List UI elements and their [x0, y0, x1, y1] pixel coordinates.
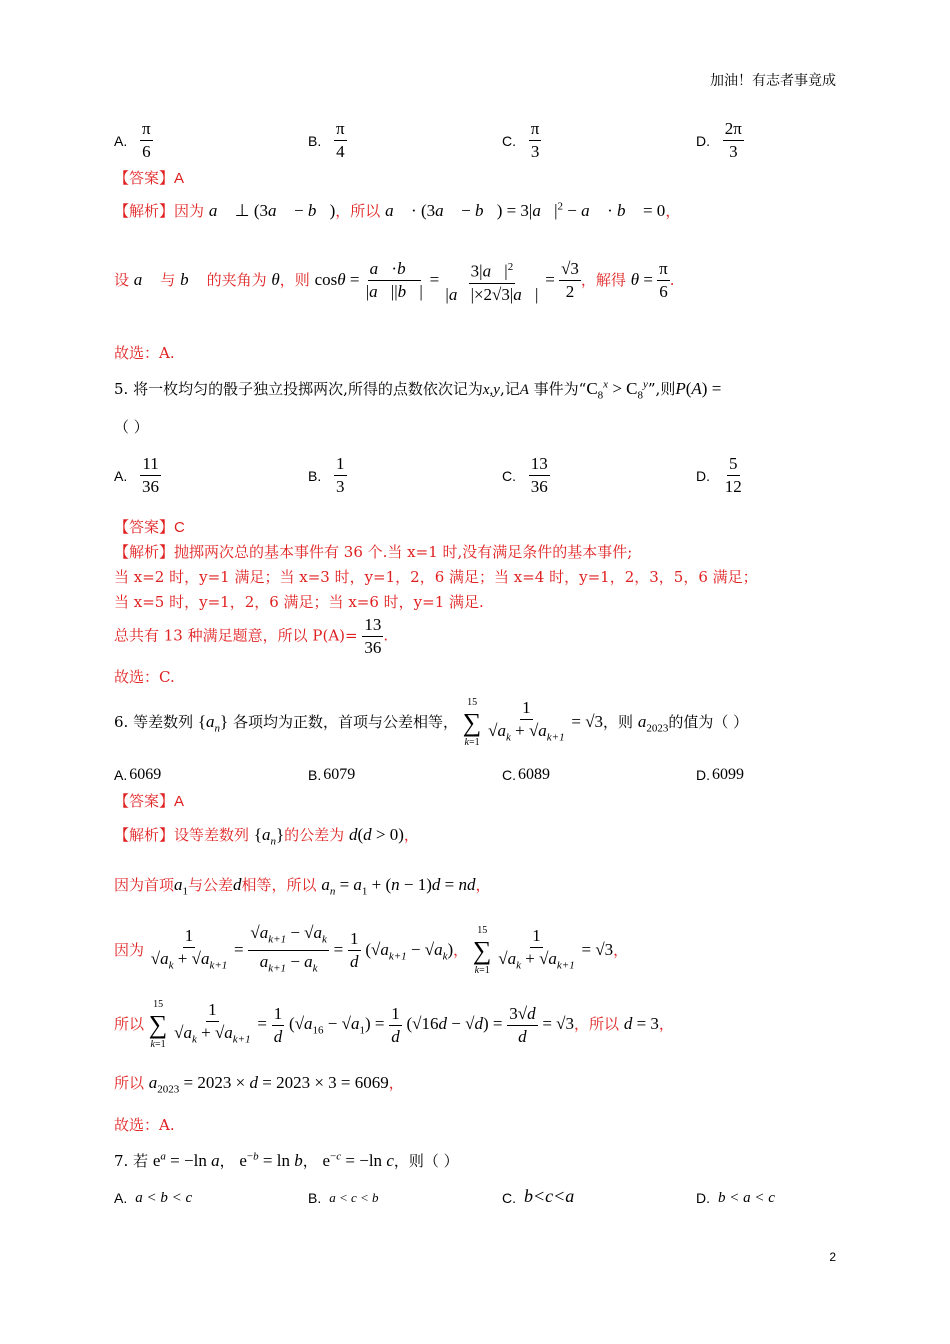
- q6-analysis-line3: 因为 $\frac{1}{√a_k + √a_{k+1}}$ = $\frac{√a_{k+1} - √a_k}{a_{k+1} - a_k}$ = $\frac{1}{d}$ $(√a_{k+1} - √a_k)$， 15 ∑ k=1 $\frac{1}{√a_k + √a_{k+1}}$ = √3，: [114, 923, 629, 976]
- q4-analysis-line1: 【解析】因为 a⃗ ⊥ (3a⃗ − b⃗)，所以 a⃗ · (3a⃗ − b⃗) = $3|a⃗|^2$ − a⃗ · b⃗ = 0，: [114, 200, 681, 220]
- q6-analysis-line1: 【解析】设等差数列 $\{a_n\}$的公差为 d(d > 0)，: [114, 825, 419, 848]
- q6-answer: 【答案】A: [114, 793, 185, 810]
- q4-option-d: D. $\frac{2\pi}{3}$: [696, 119, 742, 161]
- page-number: 2: [829, 1250, 836, 1264]
- q5-option-c: C. $\frac{13}{36}$: [502, 454, 548, 496]
- q4-option-a: A. $\frac{\pi}{6}$: [114, 119, 151, 161]
- q7-stem: 7. 若 $e^a = -\ln$ a， $e^{-b} = \ln b$， $e^{-c} = -\ln$ c，则（ ）: [114, 1150, 459, 1170]
- q5-option-a: A. $\frac{11}{36}$: [114, 454, 160, 496]
- q5-stem: 5. 将一枚均匀的骰子独立投掷两次,所得的点数依次记为x,y,记A 事件为“$C_8^x > C_8^y$”,则P(A) =: [114, 378, 722, 402]
- q4-option-c: C. $\frac{\pi}{3}$: [502, 119, 540, 161]
- q6-option-d: D. 6099: [696, 766, 744, 783]
- q6-option-a: A. 6069: [114, 766, 162, 783]
- q6-option-b: B. 6079: [308, 766, 356, 783]
- header-motto: 加油！有志者事竟成: [710, 73, 836, 89]
- q7-option-b: B. a < c < b: [308, 1190, 379, 1206]
- q5-analysis-line3: 当 x=5 时，y=1，2，6 满足；当 x=6 时，y=1 满足.: [114, 593, 484, 611]
- q7-option-c: C. b<c<a: [502, 1186, 575, 1206]
- q5-option-d: D. $\frac{5}{12}$: [696, 454, 742, 496]
- q4-answer: 【答案】A: [114, 170, 185, 187]
- q7-option-d: D. b < a < c: [696, 1190, 775, 1206]
- q5-answer: 【答案】C: [114, 519, 185, 536]
- q4-option-b: B. $\frac{\pi}{4}$: [308, 119, 345, 161]
- q5-analysis-line1: 【解析】抛掷两次总的基本事件有 36 个.当 x=1 时,没有满足条件的基本事件;: [114, 543, 633, 561]
- q5-option-b: B. $\frac{1}{3}$: [308, 454, 345, 496]
- q6-analysis-line4: 所以 15 ∑ k=1 $\frac{1}{√a_k + √a_{k+1}}$ = $\frac{1}{d}$ $(√a_{16} - √a_1)$ = $\frac{1}{d}$ (√16d − √d) = $\frac{3√d}{d}$ = √3，所以 d = 3，: [114, 999, 674, 1050]
- q6-analysis-line2: 因为首项$a_1$与公差d相等，所以 $a_n = a_1 + (n - 1)d$ = nd，: [114, 875, 491, 898]
- q6-conclusion: 故选：A.: [114, 1116, 175, 1134]
- q5-conclusion: 故选：C.: [114, 668, 175, 686]
- q4-analysis-line2: 设 a⃗ 与 b⃗ 的夹角为 θ，则 cosθ = $\frac{a⃗\cdot b⃗}{|a⃗||b⃗|}$ = $\frac{3|a⃗|^2}{|a⃗|\times 2√3|a⃗|}$ = $\frac{√3}{2}$ ，解得 θ = $\frac{\pi}{6}$ .: [114, 256, 675, 306]
- q7-option-a: A. a < b < c: [114, 1190, 193, 1206]
- q5-analysis-line4: 总共有 13 种满足题意，所以 P(A)= $\frac{13}{36}$ .: [114, 615, 389, 657]
- q6-stem: 6. 等差数列 $\{a_n\}$ 各项均为正数，首项与公差相等， 15 ∑ k=1 $\frac{1}{√a_k + √a_{k+1}}$ = √3，则 $a_{2023}$的值为（ ）: [114, 697, 749, 748]
- q6-analysis-line5: 所以 $a_{2023} = 2023 \times d = 2023 \times 3 = 6069$，: [114, 1073, 404, 1096]
- q5-paren: （ ）: [114, 418, 149, 436]
- q4-conclusion: 故选：A.: [114, 344, 175, 362]
- q6-option-c: C. 6089: [502, 766, 550, 783]
- q5-analysis-line2: 当 x=2 时，y=1 满足；当 x=3 时，y=1，2，6 满足；当 x=4 时，y=1，2，3，5，6 满足；: [114, 568, 758, 586]
